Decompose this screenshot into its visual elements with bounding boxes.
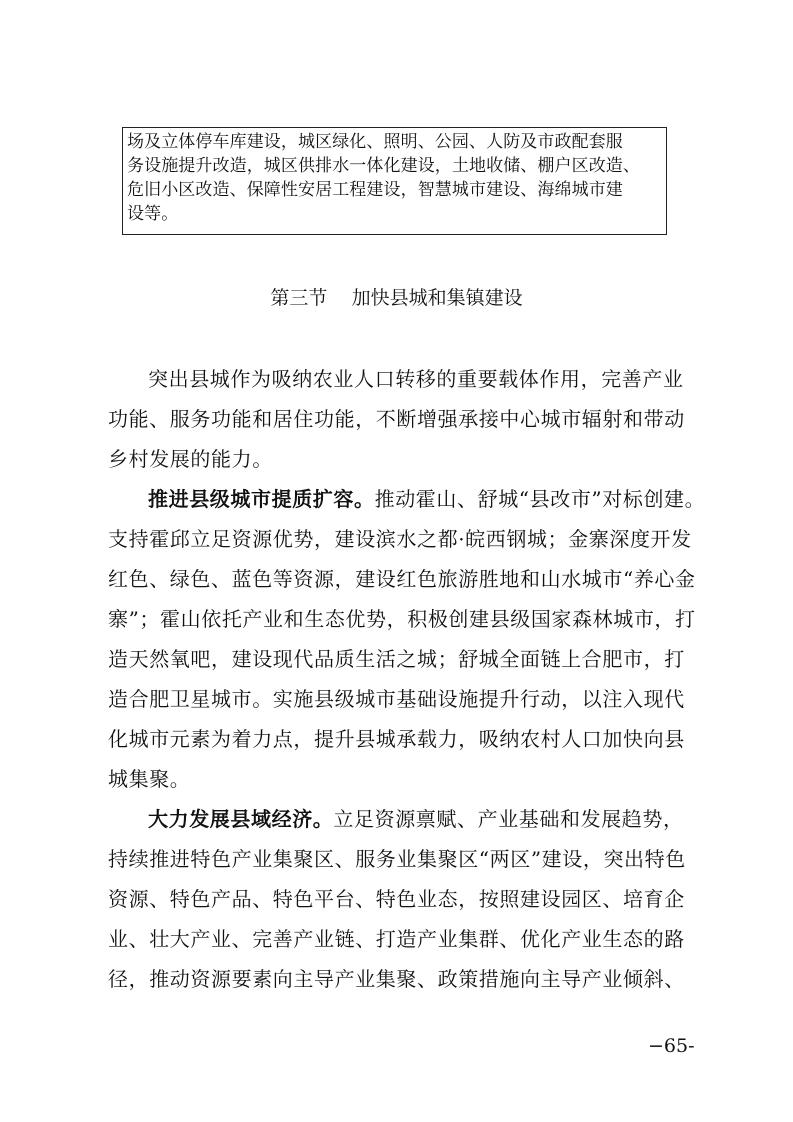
paragraph-lead: 推进县级城市提质扩容。 xyxy=(148,487,375,511)
paragraph-lead: 大力发展县域经济。 xyxy=(148,807,334,831)
paragraph-line: 造合肥卫星城市。实施县级城市基础设施提升行动，以注入现代 xyxy=(108,687,685,711)
paragraph-line: 化城市元素为着力点，提升县城承载力，吸纳农村人口加快向县 xyxy=(108,727,685,751)
paragraph-line: 突出县城作为吸纳农业人口转移的重要载体作用，完善产业 xyxy=(148,367,684,391)
box-line: 场及立体停车库建设，城区绿化、照明、公园、人防及市政配套服 xyxy=(127,132,623,152)
paragraph-line: 乡村发展的能力。 xyxy=(108,447,273,471)
page-number: −65- xyxy=(648,1035,695,1057)
paragraph-text: 立足资源禀赋、产业基础和发展趋势， xyxy=(333,807,684,831)
paragraph-text: 推动霍山、舒城“县改市”对标创建。 xyxy=(374,487,706,511)
paragraph-line: 红色、绿色、蓝色等资源，建设红色旅游胜地和山水城市“养心金 xyxy=(108,567,696,591)
paragraph-line: 造天然氧吧，建设现代品质生活之城；舒城全面链上合肥市，打 xyxy=(108,647,685,671)
paragraph-line: 功能、服务功能和居住功能，不断增强承接中心城市辐射和带动 xyxy=(108,407,685,431)
box-line: 务设施提升改造，城区供排水一体化建设，土地收储、棚户区改造、 xyxy=(127,156,640,176)
paragraph-line: 持续推进特色产业集聚区、服务业集聚区“两区”建设，突出特色 xyxy=(108,847,686,871)
paragraph-line: 城集聚。 xyxy=(108,767,191,791)
paragraph-first-line xyxy=(148,484,743,514)
paragraph-first-line xyxy=(148,804,743,834)
section-title: 第三节 加快县城和集镇建设 xyxy=(270,287,523,309)
box-line: 危旧小区改造、保障性安居工程建设，智慧城市建设、海绵城市建 xyxy=(127,180,623,200)
paragraph-line: 资源、特色产品、特色平台、特色业态，按照建设园区、培育企 xyxy=(108,887,685,911)
paragraph-line: 业、壮大产业、完善产业链、打造产业集群、优化产业生态的路 xyxy=(108,927,685,951)
paragraph-line: 径，推动资源要素向主导产业集聚、政策措施向主导产业倾斜、 xyxy=(108,967,685,991)
paragraph-line: 支持霍邱立足资源优势，建设滨水之都·皖西钢城；金寨深度开发 xyxy=(108,527,692,551)
paragraph-line: 寨”；霍山依托产业和生态优势，积极创建县级国家森林城市，打 xyxy=(108,607,696,631)
box-line: 设等。 xyxy=(127,204,179,224)
text-box xyxy=(122,127,667,235)
